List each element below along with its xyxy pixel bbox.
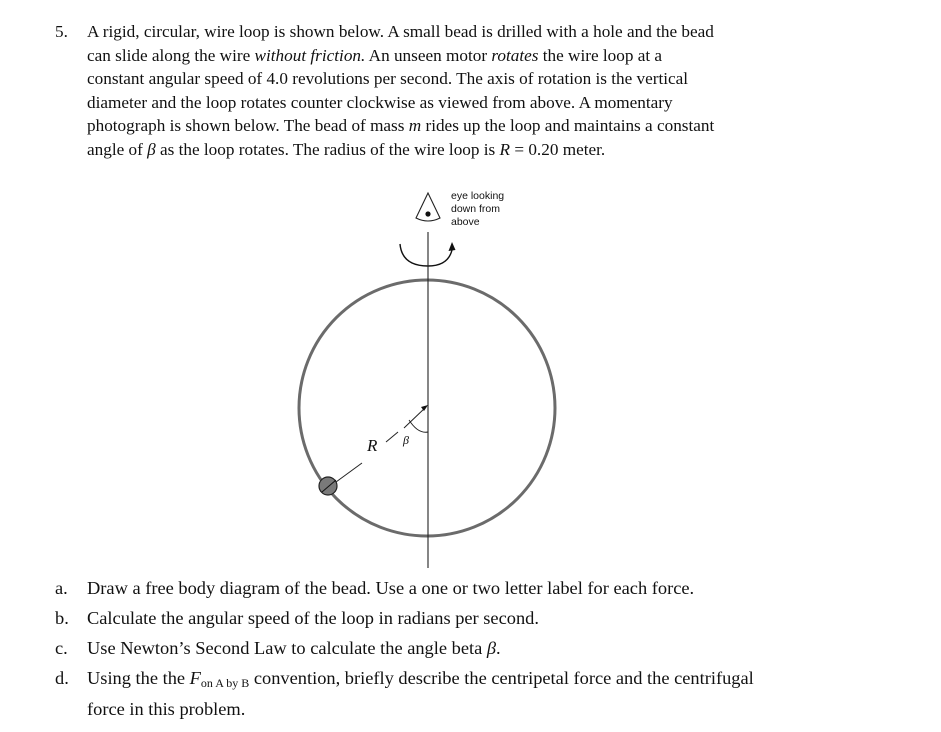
beta-angle-arc (409, 420, 428, 432)
part-letter: a. (55, 578, 68, 598)
part-a (55, 575, 885, 601)
question-parts (55, 575, 885, 726)
problem-line-6: angle of β as the loop rotates. The radius of the wire loop is R = 0.20 meter. (87, 139, 606, 159)
eye-caption-line-2: down from (451, 203, 501, 215)
radius-line (336, 405, 428, 482)
problem-line-4: diameter and the loop rotates counter clockwise as viewed from above. A momentary (87, 92, 673, 112)
wire-loop (299, 280, 555, 536)
problem-line-1: A rigid, circular, wire loop is shown below. A small bead is drilled with a hole and the bead (87, 22, 714, 41)
force-symbol: F (189, 668, 201, 688)
part-b (55, 605, 885, 631)
problem-number: 5. (55, 22, 68, 41)
force-subscript: on A by B (200, 676, 250, 690)
part-letter: b. (55, 608, 69, 628)
part-letter: d. (55, 668, 69, 688)
part-d: d. Using the the $F_{on A by B}$ convention, briefly describe the centripetal force and the centrifugal force in this problem. (55, 665, 885, 722)
part-text: Use Newton’s Second Law to calculate the angle beta (87, 638, 487, 658)
problem-line-3: constant angular speed of 4.0 revolutions per second. The axis of rotation is the vertical (87, 69, 689, 88)
eye-caption-line-3: above (451, 216, 480, 228)
beta-symbol: β (486, 638, 497, 658)
problem-line-2: can slide along the wire without friction. An unseen motor rotates the wire loop at a (87, 45, 663, 65)
angle-label: β (403, 433, 409, 447)
eye-icon (416, 193, 440, 221)
bead (319, 477, 337, 495)
eye-caption-line-1: eye looking (451, 190, 505, 202)
eye-caption (451, 190, 504, 229)
part-text: Draw a free body diagram of the bead. Use a one or two letter label for each force. (87, 578, 695, 598)
problem-line-5: photograph is shown below. The bead of mass m rides up the loop and maintains a constant (87, 116, 715, 135)
part-c: c. Use Newton’s Second Law to calculate the angle beta β. (55, 635, 885, 661)
radius-label: R (367, 436, 378, 455)
part-text: Using the the (87, 668, 190, 688)
part-text: Calculate the angular speed of the loop in radians per second. (87, 608, 539, 628)
part-letter: c. (55, 638, 68, 658)
